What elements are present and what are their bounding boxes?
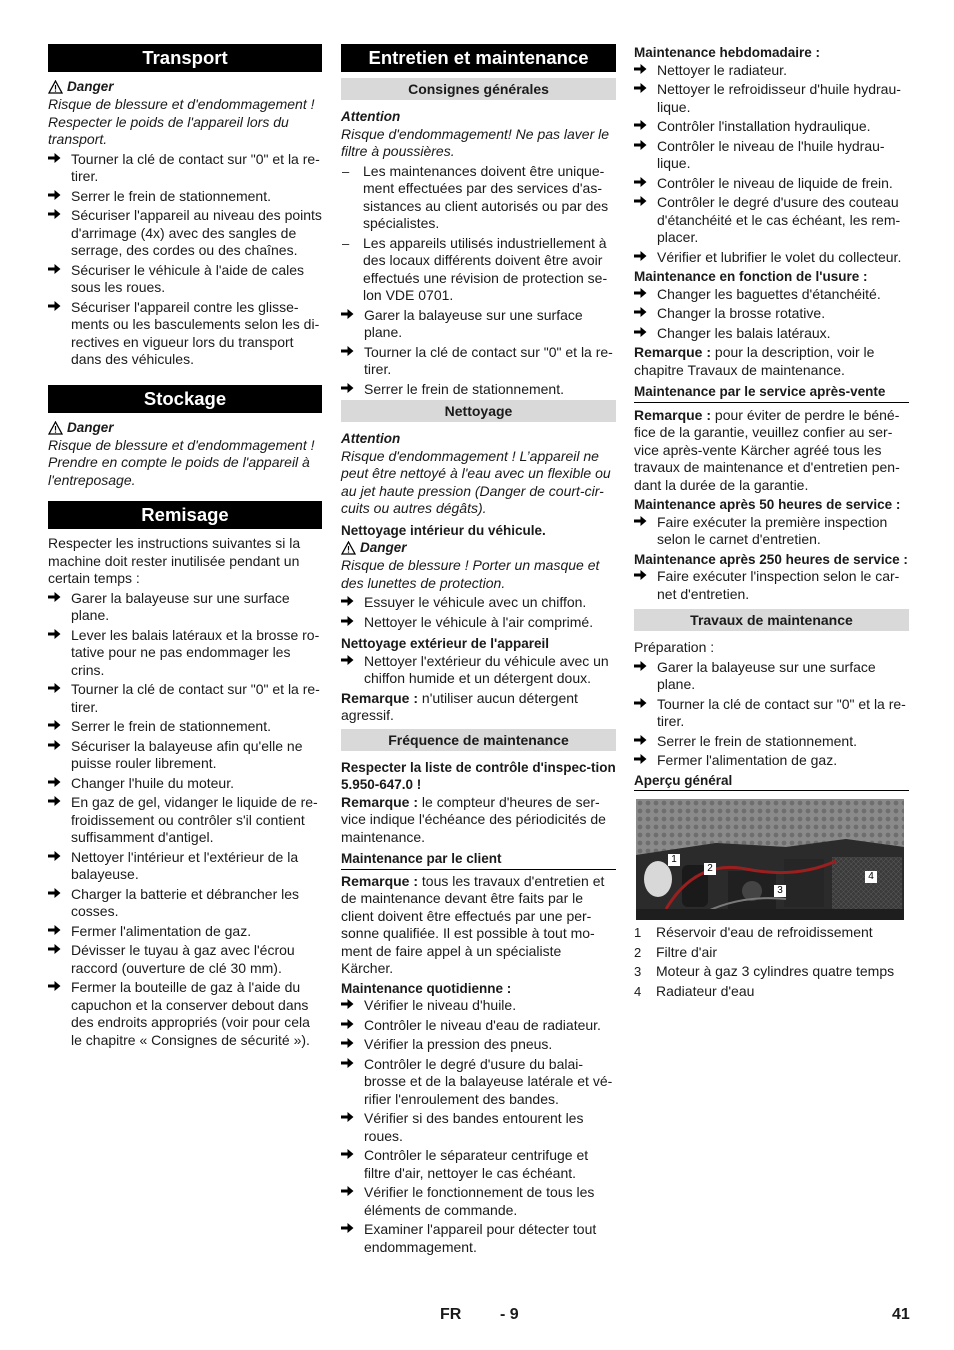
footer-page-number: 41 bbox=[892, 1306, 910, 1323]
list-item: Changer les baguettes d'étanchéité. bbox=[634, 286, 909, 304]
remark: Remarque : tous les travaux d'entretien et de maintenance devant être faits par le client doivent être effectués par une per-sonne qualifiée. Il est possible à tout mo-ment de faire appel à un spécialiste Kärcher. bbox=[341, 872, 605, 976]
arrow-right-icon bbox=[48, 979, 71, 1049]
attention-label: Attention bbox=[341, 431, 401, 446]
arrow-right-icon bbox=[634, 286, 657, 304]
legend-list bbox=[634, 924, 909, 1000]
list-item: Lever les balais latéraux et la brosse ro-tative pour ne pas endommager les crins. bbox=[48, 627, 322, 680]
footer-language: FR bbox=[440, 1306, 462, 1323]
column-1 bbox=[48, 44, 322, 1051]
arrow-right-icon bbox=[341, 344, 364, 379]
warning-triangle-icon bbox=[48, 421, 63, 435]
attention-text: Risque d'endommagement ! L’appareil ne peut être nettoyé à l'eau avec un flexible ou au jet haute pression (Danger de court-cir-cuits ou autres dégâts). bbox=[341, 447, 611, 516]
arrow-right-icon bbox=[634, 175, 657, 193]
arrow-right-icon bbox=[48, 590, 71, 625]
legend-item: 3 Moteur à gaz 3 cylindres quatre temps bbox=[634, 963, 895, 979]
section-title-transport: Transport bbox=[48, 44, 322, 72]
list-item: Fermer la bouteille de gaz à l'aide du capuchon et la conserver debout dans des endroits appropriés (voir pour cela le chapitre « Consignes de sécurité »). bbox=[48, 979, 322, 1049]
attention-label: Attention bbox=[341, 109, 401, 124]
arrow-right-icon bbox=[48, 262, 71, 297]
arrow-right-icon bbox=[341, 1147, 364, 1182]
dash-list bbox=[341, 163, 616, 305]
heading-hebdomadaire: Maintenance hebdomadaire : bbox=[634, 45, 821, 60]
h50-list bbox=[634, 514, 909, 549]
list-item: Changer l'huile du moteur. bbox=[48, 775, 322, 793]
list-item: Fermer l'alimentation de gaz. bbox=[48, 923, 322, 941]
list-item: Contrôler le degré d'usure du balai-brosse et de la balayeuse latérale et vé-rifier l'enroulement des bandes. bbox=[341, 1056, 616, 1109]
arrow-right-icon bbox=[48, 207, 71, 260]
warning-triangle-icon bbox=[48, 80, 63, 94]
list-item: Tourner la clé de contact sur "0" et la re-tirer. bbox=[48, 151, 322, 186]
arrow-right-icon bbox=[48, 627, 71, 680]
arrow-right-icon bbox=[341, 1017, 364, 1035]
arrow-right-icon bbox=[48, 775, 71, 793]
list-item: Contrôler le degré d'usure des couteau d'étanchéité et le cas échéant, les rem-placer. bbox=[634, 194, 909, 247]
list-item: Nettoyer l'extérieur du véhicule avec un chiffon humide et un détergent doux. bbox=[341, 653, 616, 688]
dash-bullet: – bbox=[342, 163, 350, 179]
list-item: Nettoyer le refroidisseur d'huile hydrau-lique. bbox=[634, 81, 909, 116]
heading-50h: Maintenance après 50 heures de service : bbox=[634, 497, 901, 512]
transport-list bbox=[48, 151, 322, 369]
engine-photo bbox=[636, 799, 904, 920]
heading-quotidienne: Maintenance quotidienne : bbox=[341, 980, 512, 996]
list-item: Vérifier le niveau d'huile. bbox=[341, 997, 616, 1015]
arrow-right-icon bbox=[48, 151, 71, 186]
h250-list bbox=[634, 568, 909, 603]
list-item: – Les maintenances doivent être unique-ment effectuées par des services d'as-sistances au client autorisés ou par des spécialistes. bbox=[342, 162, 609, 231]
remark: Remarque : pour la description, voir le chapitre Travaux de maintenance. bbox=[634, 344, 875, 378]
list-item: Garer la balayeuse sur une surface plane. bbox=[341, 307, 616, 342]
list-item: Serrer le frein de stationnement. bbox=[341, 381, 616, 399]
arrow-right-icon bbox=[634, 81, 657, 116]
heading-250h: Maintenance après 250 heures de service : bbox=[634, 551, 908, 567]
list-item: Fermer l'alimentation de gaz. bbox=[634, 752, 909, 770]
list-item: Examiner l'appareil pour détecter tout endommagement. bbox=[341, 1221, 616, 1256]
list-item: Tourner la clé de contact sur "0" et la re-tirer. bbox=[341, 344, 616, 379]
danger-text: Risque de blessure ! Porter un masque et des lunettes de protection. bbox=[341, 557, 600, 591]
danger-label: Danger bbox=[48, 78, 322, 96]
danger-text: Risque de blessure et d'endommagement ! Prendre en compte le poids de l'appareil à l'entreposage. bbox=[48, 436, 315, 488]
arrow-right-icon bbox=[341, 653, 364, 688]
arrow-right-icon bbox=[48, 738, 71, 773]
callout-2: 2 bbox=[704, 863, 716, 875]
heading-apercu: Aperçu général bbox=[634, 772, 909, 792]
arrow-right-icon bbox=[634, 696, 657, 731]
heading-usure: Maintenance en fonction de l'usure : bbox=[634, 269, 868, 284]
callout-3: 3 bbox=[774, 885, 786, 897]
callout-4: 4 bbox=[865, 871, 877, 883]
legend-item: 1 Réservoir d'eau de refroidissement bbox=[634, 924, 873, 940]
arrow-right-icon bbox=[634, 325, 657, 343]
list-item: Nettoyer le véhicule à l'air comprimé. bbox=[341, 614, 616, 632]
list-item: Vérifier et lubrifier le volet du collecteur. bbox=[634, 249, 909, 267]
list-item: Charger la batterie et débrancher les cosses. bbox=[48, 886, 322, 921]
exterieur-list bbox=[341, 653, 616, 688]
list-item: Contrôler le niveau de l'huile hydrau-lique. bbox=[634, 138, 909, 173]
list-item: Contrôler l'installation hydraulique. bbox=[634, 118, 909, 136]
footer-page-local: - 9 bbox=[500, 1306, 519, 1323]
list-item: Nettoyer l'intérieur et l'extérieur de la balayeuse. bbox=[48, 849, 322, 884]
arrow-right-icon bbox=[341, 307, 364, 342]
arrow-right-icon bbox=[48, 188, 71, 206]
section-title-entretien: Entretien et maintenance bbox=[341, 44, 616, 72]
list-item: Sécuriser l'appareil au niveau des points d'arrimage (4x) avec des sangles de serrage, des cordes ou des chaînes. bbox=[48, 207, 322, 260]
arrow-right-icon bbox=[341, 594, 364, 612]
usure-list bbox=[634, 286, 909, 343]
arrow-right-icon bbox=[634, 194, 657, 247]
preparation-label: Préparation : bbox=[634, 639, 715, 655]
quotidienne-list bbox=[341, 997, 616, 1256]
list-item: Faire exécuter la première inspection selon le carnet d'entretien. bbox=[634, 514, 909, 549]
list-item: Contrôler le niveau d'eau de radiateur. bbox=[341, 1017, 616, 1035]
callout-1: 1 bbox=[668, 854, 680, 866]
arrow-right-icon bbox=[48, 718, 71, 736]
arrow-right-icon bbox=[48, 942, 71, 977]
arrow-right-icon bbox=[341, 1056, 364, 1109]
arrow-right-icon bbox=[634, 118, 657, 136]
arrow-right-icon bbox=[341, 1184, 364, 1219]
arrow-right-icon bbox=[341, 1110, 364, 1145]
list-item: Tourner la clé de contact sur "0" et la re-tirer. bbox=[48, 681, 322, 716]
list-item: Contrôler le séparateur centrifuge et filtre d'air, nettoyer le cas échéant. bbox=[341, 1147, 616, 1182]
warning-triangle-icon bbox=[341, 541, 356, 555]
subsection-frequence: Fréquence de maintenance bbox=[341, 729, 616, 751]
danger-label: Danger bbox=[48, 419, 322, 437]
arrow-right-icon bbox=[634, 568, 657, 603]
danger-text: Risque de blessure et d'endommagement ! Respecter le poids de l'appareil lors du transport. bbox=[48, 96, 315, 147]
heading-interieur: Nettoyage intérieur du véhicule. bbox=[341, 522, 546, 538]
list-item: Sécuriser la balayeuse afin qu'elle ne puisse rouler librement. bbox=[48, 738, 322, 773]
legend-item: 2 Filtre d'air bbox=[634, 943, 718, 960]
legend-item: 4 Radiateur d'eau bbox=[634, 982, 755, 999]
list-item: Sécuriser l'appareil contre les glisse-ments ou les basculements selon les di-rectives en vigueur lors du transport dans des véhicules. bbox=[48, 299, 322, 369]
list-item: – Les appareils utilisés industriellement à des locaux différents doivent être avoir effectués une révision de protection se-lon VDE 0701. bbox=[342, 234, 608, 303]
arrow-right-icon bbox=[48, 794, 71, 847]
list-item: Tourner la clé de contact sur "0" et la re-tirer. bbox=[634, 696, 909, 731]
danger-label: Danger bbox=[341, 539, 616, 557]
list-item: Garer la balayeuse sur une surface plane. bbox=[48, 590, 322, 625]
heading-client: Maintenance par le client bbox=[341, 850, 616, 870]
arrow-right-icon bbox=[634, 138, 657, 173]
arrow-right-icon bbox=[634, 305, 657, 323]
arrow-right-icon bbox=[634, 733, 657, 751]
column-3 bbox=[634, 44, 909, 1002]
arrow-right-icon bbox=[634, 514, 657, 549]
section-title-stockage: Stockage bbox=[48, 385, 322, 413]
attention-text: Risque d'endommagement! Ne pas laver le filtre à poussières. bbox=[341, 125, 610, 159]
list-item: Serrer le frein de stationnement. bbox=[48, 188, 322, 206]
heading-sav: Maintenance par le service après-vente bbox=[634, 383, 909, 403]
arrow-right-icon bbox=[341, 1221, 364, 1256]
list-item: Faire exécuter l'inspection selon le car-net d'entretien. bbox=[634, 568, 909, 603]
arrow-right-icon bbox=[48, 886, 71, 921]
remark: Remarque : pour éviter de perdre le béné-fice de la garantie, veuillez confier au ser-vice après-vente Kärcher agréé tous les travaux de maintenance et d'entretien pen-dant la durée de la garantie. bbox=[634, 406, 900, 493]
list-item: Dévisser le tuyau à gaz avec l'écrou raccord (ouverture de clé 30 mm). bbox=[48, 942, 322, 977]
list-item: Serrer le frein de stationnement. bbox=[634, 733, 909, 751]
list-item: Sécuriser le véhicule à l'aide de cales sous les roues. bbox=[48, 262, 322, 297]
list-item: Essuyer le véhicule avec un chiffon. bbox=[341, 594, 616, 612]
list-item: Serrer le frein de stationnement. bbox=[48, 718, 322, 736]
list-item: Garer la balayeuse sur une surface plane. bbox=[634, 659, 909, 694]
arrow-right-icon bbox=[341, 614, 364, 632]
remisage-intro: Respecter les instructions suivantes si la machine doit rester inutilisée pendant un certain temps : bbox=[48, 535, 301, 586]
list-item: Vérifier la pression des pneus. bbox=[341, 1036, 616, 1054]
column-2 bbox=[341, 44, 616, 1258]
hebdo-list bbox=[634, 62, 909, 267]
travaux-list bbox=[634, 659, 909, 770]
interieur-list bbox=[341, 594, 616, 631]
remisage-list bbox=[48, 590, 322, 1050]
arrow-right-icon bbox=[634, 659, 657, 694]
arrow-right-icon bbox=[634, 752, 657, 770]
arrow-right-icon bbox=[341, 1036, 364, 1054]
list-item: En gaz de gel, vidanger le liquide de re-froidissement ou contrôler s'il contient suffisamment d'antigel. bbox=[48, 794, 322, 847]
dash-bullet: – bbox=[342, 235, 350, 251]
subsection-consignes: Consignes générales bbox=[341, 78, 616, 100]
arrow-right-icon bbox=[634, 249, 657, 267]
arrow-right-icon bbox=[341, 381, 364, 399]
arrow-right-icon bbox=[48, 299, 71, 369]
subsection-nettoyage: Nettoyage bbox=[341, 400, 616, 422]
remark: Remarque : le compteur d'heures de ser-vice indique l'échéance des périodicités de maintenance. bbox=[341, 793, 606, 845]
remark: Remarque : n'utiliser aucun détergent agressif. bbox=[341, 689, 578, 723]
list-item: Nettoyer le radiateur. bbox=[634, 62, 909, 80]
list-item: Vérifier le fonctionnement de tous les éléments de commande. bbox=[341, 1184, 616, 1219]
arrow-right-icon bbox=[48, 923, 71, 941]
section-title-remisage: Remisage bbox=[48, 501, 322, 529]
list-item: Contrôler le niveau de liquide de frein. bbox=[634, 175, 909, 193]
heading-exterieur: Nettoyage extérieur de l'appareil bbox=[341, 636, 550, 651]
arrow-right-icon bbox=[634, 62, 657, 80]
list-item: Changer la brosse rotative. bbox=[634, 305, 909, 323]
arrow-right-icon bbox=[341, 997, 364, 1015]
list-item: Changer les balais latéraux. bbox=[634, 325, 909, 343]
arrow-right-icon bbox=[48, 849, 71, 884]
arrow-right-icon bbox=[48, 681, 71, 716]
list-item: Vérifier si des bandes entourent les roues. bbox=[341, 1110, 616, 1145]
checklist-notice: Respecter la liste de contrôle d'inspec-tion 5.950-647.0 ! bbox=[341, 759, 616, 792]
consignes-list bbox=[341, 307, 616, 399]
subsection-travaux: Travaux de maintenance bbox=[634, 609, 909, 631]
